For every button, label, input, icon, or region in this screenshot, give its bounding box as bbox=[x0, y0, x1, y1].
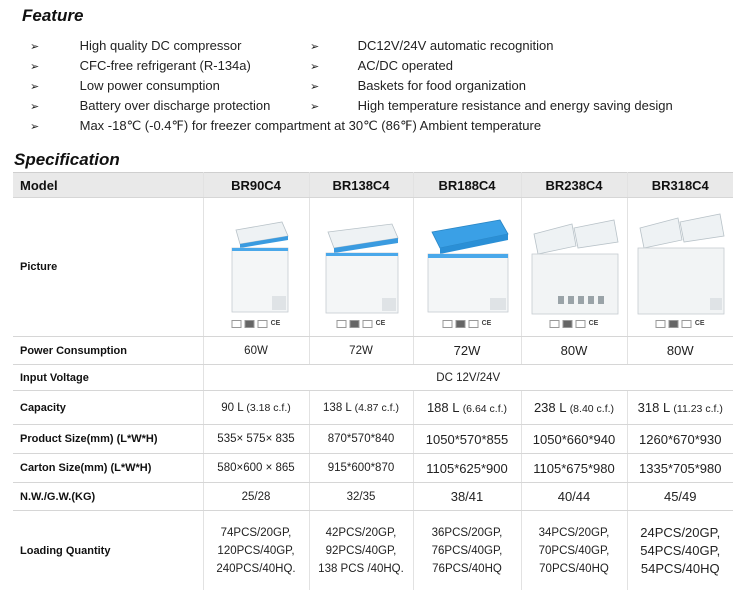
table-cell: 580×600 × 865 bbox=[203, 454, 309, 483]
table-cell: 72W bbox=[413, 337, 521, 365]
feature-item bbox=[30, 118, 541, 135]
loading-line: 54PCS/40GP, bbox=[640, 542, 721, 558]
feature-text: Battery over discharge protection bbox=[79, 98, 271, 113]
arrow-bullet-icon: ➢ bbox=[310, 41, 320, 53]
solar-panel-icon bbox=[456, 320, 466, 328]
model-header: Model bbox=[13, 173, 203, 198]
loading-line: 70PCS/40HQ bbox=[539, 562, 609, 575]
capacity-liters: 90 L bbox=[221, 401, 244, 414]
row-label: Carton Size(mm) (L*W*H) bbox=[13, 454, 203, 483]
table-cell: 80W bbox=[521, 337, 627, 365]
loading-line: 120PCS/40GP, bbox=[217, 544, 295, 557]
voltage-row bbox=[13, 365, 733, 391]
ce-mark-icon: CE bbox=[694, 320, 705, 327]
table-cell: 1050*570*855 bbox=[413, 425, 521, 454]
arrow-bullet-icon: ➢ bbox=[30, 61, 40, 73]
loading-line: 70PCS/40GP, bbox=[538, 544, 610, 557]
capacity-liters: 188 L bbox=[426, 400, 460, 415]
loading-line: 240PCS/40HQ. bbox=[216, 562, 296, 575]
power-row bbox=[13, 337, 733, 365]
battery-icon bbox=[258, 320, 268, 328]
capacity-liters: 318 L bbox=[637, 400, 671, 415]
table-cell bbox=[521, 391, 627, 425]
table-cell: 38/41 bbox=[413, 483, 521, 511]
table-cell bbox=[627, 391, 733, 425]
table-cell: DC 12V/24V bbox=[203, 365, 733, 391]
table-cell bbox=[627, 511, 733, 590]
feature-item bbox=[310, 38, 553, 55]
capacity-cubic-feet: (8.40 c.f.) bbox=[569, 403, 615, 415]
feature-item bbox=[30, 38, 241, 55]
loading-row bbox=[13, 511, 733, 590]
capacity-cubic-feet: (11.23 c.f.) bbox=[673, 403, 723, 415]
loading-line: 54PCS/40HQ bbox=[640, 560, 720, 576]
feature-text: Low power consumption bbox=[79, 78, 220, 93]
arrow-bullet-icon: ➢ bbox=[310, 61, 320, 73]
feature-heading: Feature bbox=[22, 6, 84, 25]
arrow-bullet-icon: ➢ bbox=[30, 41, 40, 53]
weight-row bbox=[13, 483, 733, 511]
ce-mark-icon: CE bbox=[375, 320, 386, 327]
feature-text: Max -18℃ (-0.4℉) for freezer compartment at 30℃ (86℉) Ambient temperature bbox=[79, 118, 542, 133]
table-cell bbox=[309, 511, 413, 590]
ce-mark-icon: CE bbox=[270, 320, 281, 327]
solar-panel-icon bbox=[245, 320, 255, 328]
table-cell: 72W bbox=[309, 337, 413, 365]
battery-icon bbox=[576, 320, 586, 328]
table-cell: 80W bbox=[627, 337, 733, 365]
product-picture bbox=[521, 198, 627, 337]
ce-mark-icon: CE bbox=[588, 320, 599, 327]
model-name: BR188C4 bbox=[413, 173, 521, 198]
certification-icons bbox=[337, 320, 386, 328]
picture-row bbox=[13, 198, 733, 337]
certification-icons bbox=[656, 320, 705, 328]
loading-line: 74PCS/20GP, bbox=[220, 526, 292, 539]
feature-item bbox=[30, 98, 270, 115]
chest-freezer-image bbox=[222, 216, 292, 316]
solar-panel-icon bbox=[669, 320, 679, 328]
loading-line: 36PCS/20GP, bbox=[431, 526, 503, 539]
model-name: BR318C4 bbox=[627, 173, 733, 198]
feature-text: DC12V/24V automatic recognition bbox=[357, 38, 554, 53]
row-label: Power Consumption bbox=[13, 337, 203, 365]
specification-heading: Specification bbox=[14, 150, 120, 169]
loading-line: 42PCS/20GP, bbox=[325, 526, 397, 539]
solar-panel-icon bbox=[563, 320, 573, 328]
feature-item bbox=[30, 58, 251, 75]
feature-text: High temperature resistance and energy saving design bbox=[357, 98, 673, 113]
table-cell: 40/44 bbox=[521, 483, 627, 511]
chest-freezer-image bbox=[422, 218, 514, 316]
table-cell: 1335*705*980 bbox=[627, 454, 733, 483]
arrow-bullet-icon: ➢ bbox=[30, 101, 40, 113]
table-cell bbox=[203, 391, 309, 425]
row-label: Product Size(mm) (L*W*H) bbox=[13, 425, 203, 454]
capacity-cubic-feet: (4.87 c.f.) bbox=[354, 401, 399, 414]
table-cell bbox=[203, 511, 309, 590]
certification-icons bbox=[232, 320, 281, 328]
capacity-liters: 138 L bbox=[323, 401, 352, 414]
feature-text: Baskets for food organization bbox=[357, 78, 527, 93]
model-name: BR90C4 bbox=[203, 173, 309, 198]
feature-item bbox=[310, 78, 526, 95]
cert-icon bbox=[550, 320, 560, 328]
feature-item bbox=[310, 58, 453, 75]
carton-size-row bbox=[13, 454, 733, 483]
cert-icon bbox=[337, 320, 347, 328]
certification-icons bbox=[550, 320, 599, 328]
loading-line: 24PCS/20GP, bbox=[640, 524, 721, 540]
capacity-liters: 238 L bbox=[533, 400, 567, 415]
table-cell: 915*600*870 bbox=[309, 454, 413, 483]
table-cell: 1105*625*900 bbox=[413, 454, 521, 483]
row-label: Loading Quantity bbox=[13, 511, 203, 590]
capacity-row bbox=[13, 391, 733, 425]
row-label: N.W./G.W.(KG) bbox=[13, 483, 203, 511]
loading-line: 76PCS/40GP, bbox=[431, 544, 503, 557]
feature-item bbox=[310, 98, 673, 115]
capacity-cubic-feet: (6.64 c.f.) bbox=[462, 403, 508, 415]
loading-line: 34PCS/20GP, bbox=[538, 526, 610, 539]
feature-text: CFC-free refrigerant (R-134a) bbox=[79, 58, 251, 73]
row-label: Input Voltage bbox=[13, 365, 203, 391]
table-cell: 535× 575× 835 bbox=[203, 425, 309, 454]
specification-table bbox=[13, 172, 733, 590]
table-cell: 1050*660*940 bbox=[521, 425, 627, 454]
product-size-row bbox=[13, 425, 733, 454]
solar-panel-icon bbox=[350, 320, 360, 328]
table-cell: 25/28 bbox=[203, 483, 309, 511]
table-cell bbox=[309, 391, 413, 425]
feature-item bbox=[30, 78, 220, 95]
arrow-bullet-icon: ➢ bbox=[310, 81, 320, 93]
cert-icon bbox=[656, 320, 666, 328]
table-cell: 1260*670*930 bbox=[627, 425, 733, 454]
ce-mark-icon: CE bbox=[481, 320, 492, 327]
table-cell: 32/35 bbox=[309, 483, 413, 511]
arrow-bullet-icon: ➢ bbox=[30, 121, 40, 133]
arrow-bullet-icon: ➢ bbox=[30, 81, 40, 93]
battery-icon bbox=[469, 320, 479, 328]
table-cell: 1105*675*980 bbox=[521, 454, 627, 483]
battery-icon bbox=[682, 320, 692, 328]
capacity-cubic-feet: (3.18 c.f.) bbox=[246, 401, 291, 414]
product-picture bbox=[627, 198, 733, 337]
product-picture bbox=[413, 198, 521, 337]
table-cell: 870*570*840 bbox=[309, 425, 413, 454]
table-cell bbox=[521, 511, 627, 590]
model-name: BR138C4 bbox=[309, 173, 413, 198]
row-label: Picture bbox=[13, 198, 203, 337]
feature-text: High quality DC compressor bbox=[79, 38, 242, 53]
model-name: BR238C4 bbox=[521, 173, 627, 198]
table-cell: 60W bbox=[203, 337, 309, 365]
loading-line: 138 PCS /40HQ. bbox=[318, 562, 404, 575]
table-cell bbox=[413, 391, 521, 425]
product-picture bbox=[203, 198, 309, 337]
loading-line: 76PCS/40HQ bbox=[432, 562, 502, 575]
battery-icon bbox=[363, 320, 373, 328]
table-cell bbox=[413, 511, 521, 590]
table-cell: 45/49 bbox=[627, 483, 733, 511]
chest-freezer-image bbox=[634, 212, 728, 318]
chest-freezer-image bbox=[320, 220, 404, 316]
cert-icon bbox=[443, 320, 453, 328]
loading-line: 92PCS/40GP, bbox=[325, 544, 397, 557]
arrow-bullet-icon: ➢ bbox=[310, 101, 320, 113]
certification-icons bbox=[443, 320, 492, 328]
product-picture bbox=[309, 198, 413, 337]
chest-freezer-image bbox=[528, 216, 622, 318]
table-header-row bbox=[13, 173, 733, 198]
row-label: Capacity bbox=[13, 391, 203, 425]
cert-icon bbox=[232, 320, 242, 328]
feature-text: AC/DC operated bbox=[357, 58, 454, 73]
